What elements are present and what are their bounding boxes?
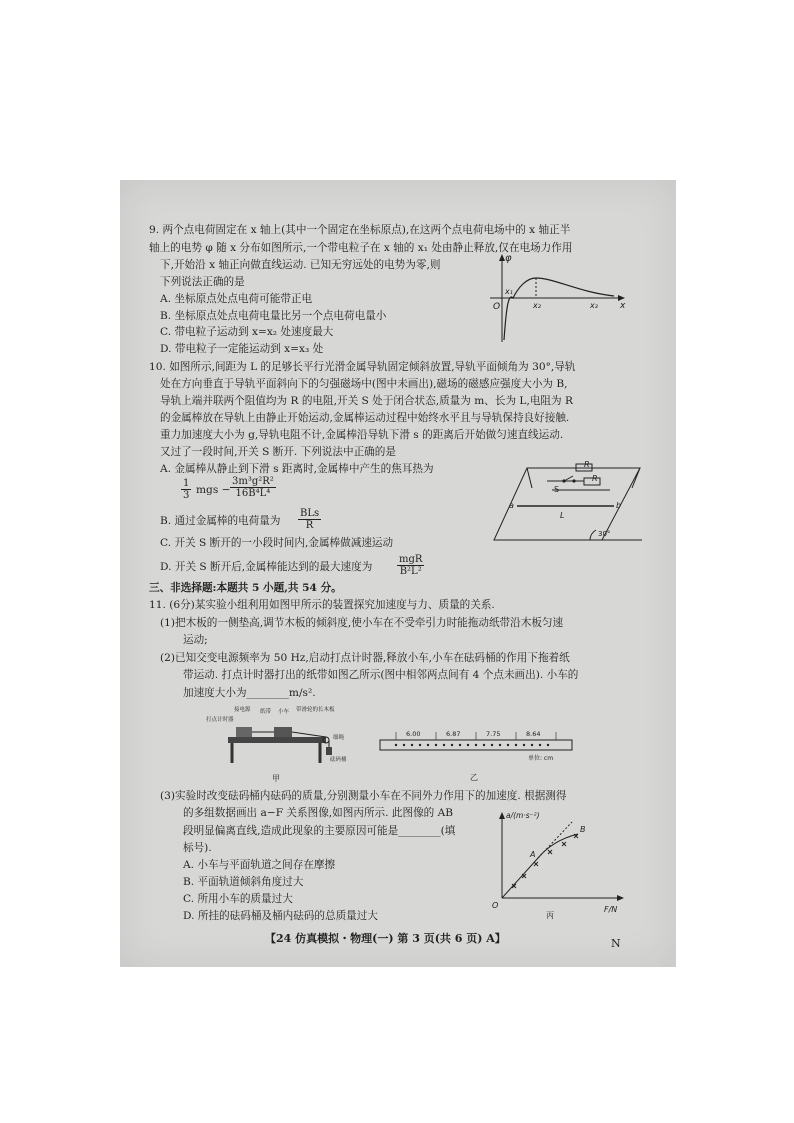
apparatus-power-label: 接电源 bbox=[234, 707, 251, 713]
apparatus-bucket-label: 砝码桶 bbox=[330, 757, 347, 763]
q10-a-fraction-1-num: 1 bbox=[183, 478, 190, 489]
q10-option-a: A. 金属棒从静止到下滑 s 距离时,金属棒中产生的焦耳热为 bbox=[160, 463, 434, 475]
fig-l-label: L bbox=[560, 511, 565, 520]
q10-option-b: B. 通过金属棒的电荷量为 bbox=[160, 515, 281, 527]
q9-line2: 轴上的电势 φ 随 x 分布如图所示,一个带电粒子在 x 轴的 x₁ 处由静止释放,仅在电场力作用 bbox=[149, 242, 573, 254]
q10-a-fraction-2 bbox=[230, 476, 276, 499]
figure-jia-label: 甲 bbox=[272, 774, 280, 783]
q11-part2-line1: (2)已知交变电源频率为 50 Hz,启动打点计时器,释放小车,小车在砝码桶的作用下拖着纸 bbox=[160, 652, 570, 664]
q9-option-a: A. 坐标原点处点电荷可能带正电 bbox=[160, 293, 313, 305]
exam-page bbox=[120, 180, 676, 967]
graph-o-label: O bbox=[492, 901, 499, 910]
graph-x-label: x bbox=[620, 301, 626, 311]
graph-origin-label: O bbox=[493, 302, 501, 312]
q11-part3-line1: (3)实验时改变砝码桶内砝码的质量,分别测量小车在不同外力作用下的加速度. 根据测得 bbox=[160, 790, 567, 802]
q10-a-fraction-1-den: 3 bbox=[183, 490, 190, 501]
q10-line1: 10. 如图所示,间距为 L 的足够长平行光滑金属导轨固定倾斜放置,导轨平面倾角为 30°,导轨 bbox=[149, 361, 576, 373]
q10-a-fraction-2-den: 16B⁴L⁴ bbox=[235, 488, 271, 499]
figure-bing-label: 丙 bbox=[546, 911, 554, 920]
graph-x2-label: x₂ bbox=[533, 301, 541, 310]
q9-line4: 下列说法正确的是 bbox=[160, 276, 245, 288]
q11-part3-line2: 的多组数据画出 a−F 关系图像,如图丙所示. 此图像的 AB bbox=[183, 807, 454, 819]
a-f-graph bbox=[490, 810, 630, 922]
q9-option-b: B. 坐标原点处点电荷电量比另一个点电荷电量小 bbox=[160, 310, 387, 322]
q11-part1-line1: (1)把木板的一侧垫高,调节木板的倾斜度,使小车在不受牵引力时能拖动纸带沿木板匀速 bbox=[160, 617, 564, 629]
apparatus-string-label: 细绳 bbox=[333, 735, 345, 741]
q10-d-fraction-num: mgR bbox=[399, 554, 423, 565]
q10-d-fraction bbox=[397, 554, 424, 577]
fig-angle-label: 30° bbox=[598, 530, 611, 538]
q11-option-d: D. 所挂的砝码桶及桶内砝码的总质量过大 bbox=[183, 910, 378, 922]
q11-option-c: C. 所用小车的质量过大 bbox=[183, 893, 293, 905]
graph-phi-label: φ bbox=[505, 253, 512, 264]
q10-line3: 导轨上端并联两个阻值均为 R 的电阻,开关 S 处于闭合状态,质量为 m、长为 L,电阻为 R bbox=[160, 395, 573, 407]
q11-option-a: A. 小车与平面轨道之间存在摩擦 bbox=[183, 859, 336, 871]
tape-distance-1: 6.00 bbox=[406, 730, 421, 738]
tape-distance-2: 6.87 bbox=[446, 730, 461, 738]
fig-b-label: b bbox=[616, 501, 622, 510]
q10-a-fraction-2-num: 3m³g²R² bbox=[232, 476, 274, 487]
q11-part3-line4: 标号). bbox=[183, 842, 212, 854]
footer-mark: N bbox=[611, 937, 621, 950]
fig-switch-label: S bbox=[554, 485, 560, 494]
q11-part2-line3: 加速度大小为________m/s². bbox=[183, 687, 316, 699]
graph-f-axis-label: F/N bbox=[604, 905, 618, 914]
q10-a-mid: mgs − bbox=[196, 484, 231, 496]
figure-yi-label: 乙 bbox=[470, 773, 478, 782]
inclined-rails-figure bbox=[492, 460, 642, 544]
q10-option-d: D. 开关 S 断开后,金属棒能达到的最大速度为 bbox=[160, 561, 373, 573]
q9-line3: 下,开始沿 x 轴正向做直线运动. 已知无穷远处的电势为零,则 bbox=[160, 259, 441, 271]
graph-point-b-label: B bbox=[580, 825, 586, 834]
ticker-tape-figure bbox=[376, 728, 576, 786]
q11-part3-line3: 段明显偏离直线,造成此现象的主要原因可能是________(填 bbox=[183, 825, 456, 837]
apparatus-figure bbox=[202, 703, 347, 785]
q10-a-fraction-1 bbox=[181, 478, 191, 501]
q10-line2: 处在方向垂直于导轨平面斜向下的匀强磁场中(图中未画出),磁场的磁感应强度大小为 B, bbox=[160, 378, 568, 390]
q10-option-c: C. 开关 S 断开的一小段时间内,金属棒做减速运动 bbox=[160, 537, 394, 549]
q11-line1: 11. (6分)某实验小组利用如图甲所示的装置探究加速度与力、质量的关系. bbox=[149, 599, 495, 611]
fig-r2-label: R bbox=[592, 474, 598, 483]
q10-b-fraction bbox=[298, 508, 321, 531]
apparatus-tape-label: 纸带 bbox=[260, 709, 272, 715]
section-3-heading: 三、非选择题:本题共 5 小题,共 54 分。 bbox=[149, 582, 342, 594]
graph-point-a-label: A bbox=[530, 850, 536, 859]
page-footer: 【24 仿真模拟・物理(一) 第 3 页(共 6 页) A】 bbox=[265, 932, 506, 945]
fig-r1-label: R bbox=[584, 460, 590, 469]
q11-option-b: B. 平面轨道倾斜角度过大 bbox=[183, 876, 304, 888]
tape-distance-3: 7.75 bbox=[486, 730, 501, 738]
q10-line5: 重力加速度大小为 g,导轨电阻不计,金属棒沿导轨下滑 s 的距离后开始做匀速直线运动. bbox=[160, 429, 564, 441]
apparatus-timer-label: 打点计时器 bbox=[206, 717, 234, 723]
q10-d-fraction-den: B²L² bbox=[399, 566, 422, 577]
potential-graph bbox=[482, 252, 626, 344]
q11-part1-line2: 运动; bbox=[183, 634, 208, 646]
tape-unit-label: 单位: cm bbox=[528, 755, 554, 762]
q10-b-fraction-den: R bbox=[305, 520, 314, 531]
q10-b-fraction-num: BLs bbox=[300, 508, 320, 519]
graph-x3-label: x₃ bbox=[590, 301, 598, 310]
fig-a-label: a bbox=[509, 501, 514, 510]
graph-x1-label: x₁ bbox=[505, 287, 513, 296]
q10-line4: 的金属棒放在导轨上由静止开始运动,金属棒运动过程中始终水平且与导轨保持良好接触. bbox=[160, 412, 570, 424]
q9-option-d: D. 带电粒子一定能运动到 x=x₃ 处 bbox=[160, 343, 324, 355]
q9-line1: 9. 两个点电荷固定在 x 轴上(其中一个固定在坐标原点),在这两个点电荷电场中的 x 轴正半 bbox=[149, 224, 571, 236]
q10-line6: 又过了一段时间,开关 S 断开. 下列说法中正确的是 bbox=[160, 446, 396, 458]
apparatus-board-label: 带滑轮的长木板 bbox=[296, 707, 335, 713]
q9-option-c: C. 带电粒子运动到 x=x₂ 处速度最大 bbox=[160, 326, 334, 338]
graph-a-axis-label: a/(m·s⁻²) bbox=[506, 811, 540, 820]
apparatus-cart-label: 小车 bbox=[278, 709, 290, 715]
q11-part2-line2: 带运动. 打点计时器打出的纸带如图乙所示(图中相邻两点间有 4 个点未画出). 小车的 bbox=[183, 669, 579, 681]
tape-distance-4: 8.64 bbox=[526, 730, 541, 738]
